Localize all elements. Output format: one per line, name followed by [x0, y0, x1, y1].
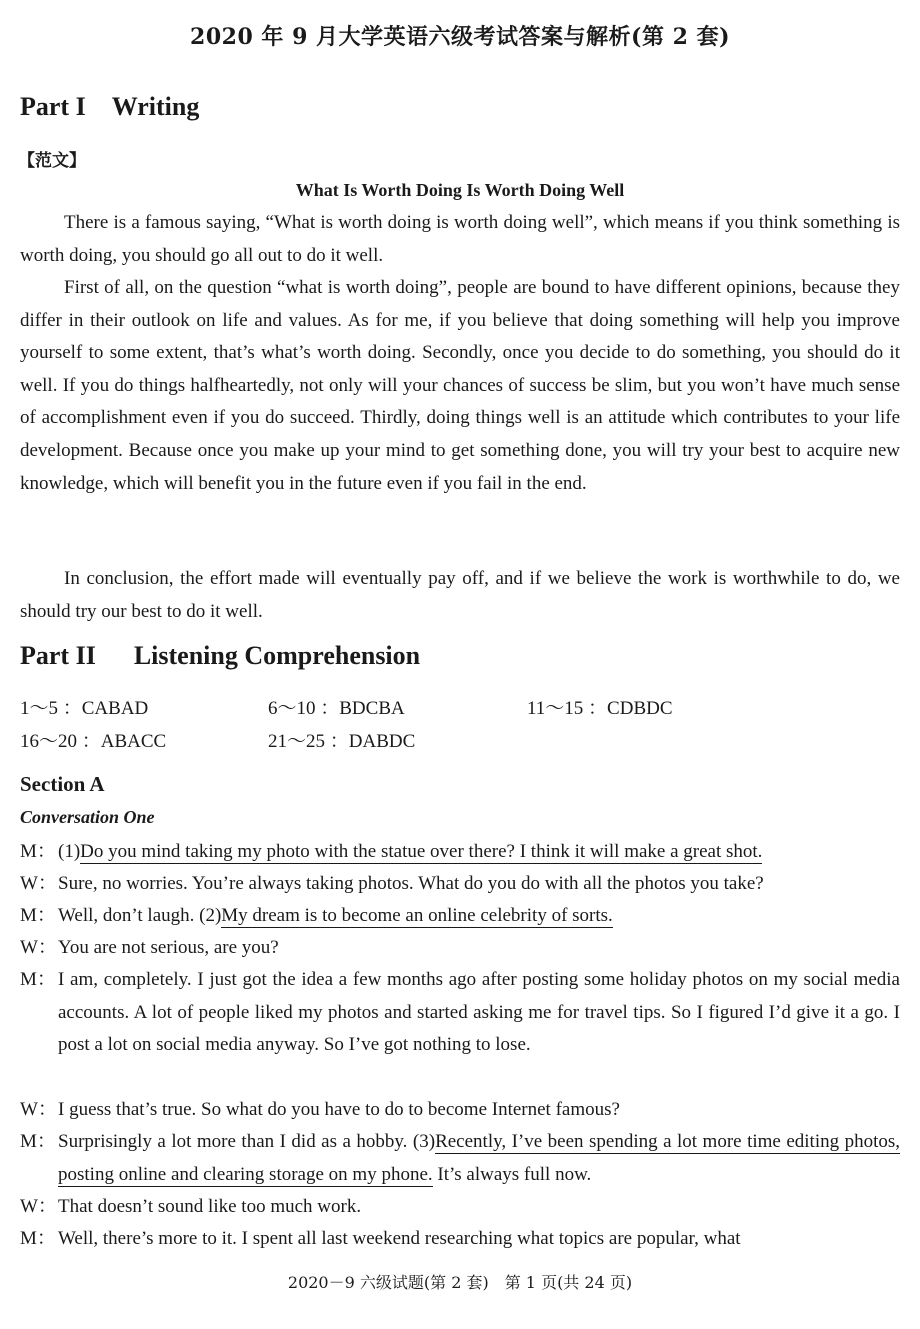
speaker-label: M：: [20, 1131, 56, 1152]
underlined-answer-text: Recently, I’ve been spending a lot more time editing photos, posting online and clearing storage on my phone.: [58, 1131, 900, 1185]
dialogue-text: I guess that’s true. So what do you have to do to become Internet famous?: [58, 1099, 620, 1120]
speaker-label: M：: [20, 841, 56, 862]
underlined-answer-text: My dream is to become an online celebrity of sorts.: [221, 905, 613, 926]
dialogue-line: [20, 1191, 900, 1224]
speaker-label: W：: [20, 873, 57, 894]
speaker-label: M：: [20, 905, 56, 926]
part-1-name: Writing: [111, 92, 200, 121]
dialogue-line: [20, 932, 900, 965]
underlined-answer-text: Do you mind taking my photo with the statue over there? I think it will make a great shot.: [80, 841, 763, 862]
dialogue-line: [20, 964, 900, 1062]
dialogue-line: [20, 1223, 900, 1256]
dialogue-line: [20, 868, 900, 901]
dialogue-line: [20, 1126, 900, 1191]
dialogue-text: Sure, no worries. You’re always taking photos. What do you do with all the photos you take?: [58, 873, 764, 894]
essay-title: What Is Worth Doing Is Worth Doing Well: [295, 180, 625, 200]
section-a-heading: Section A: [20, 772, 105, 796]
part-1-heading: [20, 92, 199, 122]
dialogue-line: [20, 1094, 900, 1127]
essay-paragraph-1: There is a famous saying, “What is worth doing is worth doing well”, which means if you think something is worth doing, you should go all out to do it well.: [20, 212, 900, 266]
part-2-name: Listening Comprehension: [133, 641, 421, 670]
essay-paragraph-2: First of all, on the question “what is worth doing”, people are bound to have different opinions, because they differ in their outlook on life and values. As for me, if you believe that doing something will help you improve yourself to some extent, that’s what’s worth doing. Secondly, once you decide to do something, you should do it well. If you do things halfheartedly, not only will your chances of success be slim, but you won’t have much sense of accomplishment even if you do succeed. Thirdly, doing things well is an attitude which contributes to your life development. Because once you make up your mind to get something done, you will try your best to acquire new knowledge, which will benefit you in the future even if you fail in the end.: [20, 277, 900, 494]
dialogue-text: Well, there’s more to it. I spent all last weekend researching what topics are popular, what: [58, 1228, 741, 1249]
answer-group-1-5: 1～5 ：CABAD: [20, 698, 149, 719]
dialogue-text: You are not serious, are you?: [58, 937, 279, 958]
part-2-label: Part II: [20, 641, 96, 670]
essay-paragraph-3: In conclusion, the effort made will eventually pay off, and if we believe the work is worthwhile to do, we should try our best to do it well.: [20, 568, 900, 622]
conversation-heading: Conversation One: [20, 807, 155, 827]
dialogue-text: That doesn’t sound like too much work.: [58, 1196, 362, 1217]
dialogue-text: Well, don’t laugh. (2): [58, 905, 222, 926]
document-title: 2020 年 9 月大学英语六级考试答案与解析(第 2 套): [190, 24, 730, 50]
speaker-label: M：: [20, 969, 56, 990]
answer-group-6-10: 6～10 ：BDCBA: [268, 698, 405, 719]
dialogue-line: [20, 900, 900, 933]
speaker-label: W：: [20, 937, 57, 958]
part-1-label: Part I: [20, 92, 86, 121]
speaker-label: W：: [20, 1099, 57, 1120]
speaker-label: W：: [20, 1196, 57, 1217]
answer-group-21-25: 21～25 ：DABDC: [268, 731, 416, 752]
dialogue-text-after: It’s always full now.: [432, 1163, 592, 1185]
sample-essay-tag: 【范文】: [18, 151, 86, 171]
page-footer: 2020－9 六级试题(第 2 套) 第 1 页(共 24 页): [287, 1273, 633, 1292]
dialogue-line: [20, 836, 900, 869]
speaker-label: M：: [20, 1228, 56, 1249]
answer-group-16-20: 16～20 ：ABACC: [20, 731, 167, 752]
dialogue-text: I am, completely. I just got the idea a few months ago after posting some holiday photos on my social media accounts. A lot of people liked my photos and started asking me for travel tips. So I figured I’d give it a go. I post a lot on social media anyway. So I’ve got nothing to lose.: [58, 969, 900, 1055]
answer-group-11-15: 11～15 ：CDBDC: [527, 698, 673, 719]
part-2-heading: [20, 641, 420, 671]
dialogue-text: (1): [58, 841, 81, 862]
dialogue-text: Surprisingly a lot more than I did as a hobby. (3): [58, 1131, 436, 1152]
